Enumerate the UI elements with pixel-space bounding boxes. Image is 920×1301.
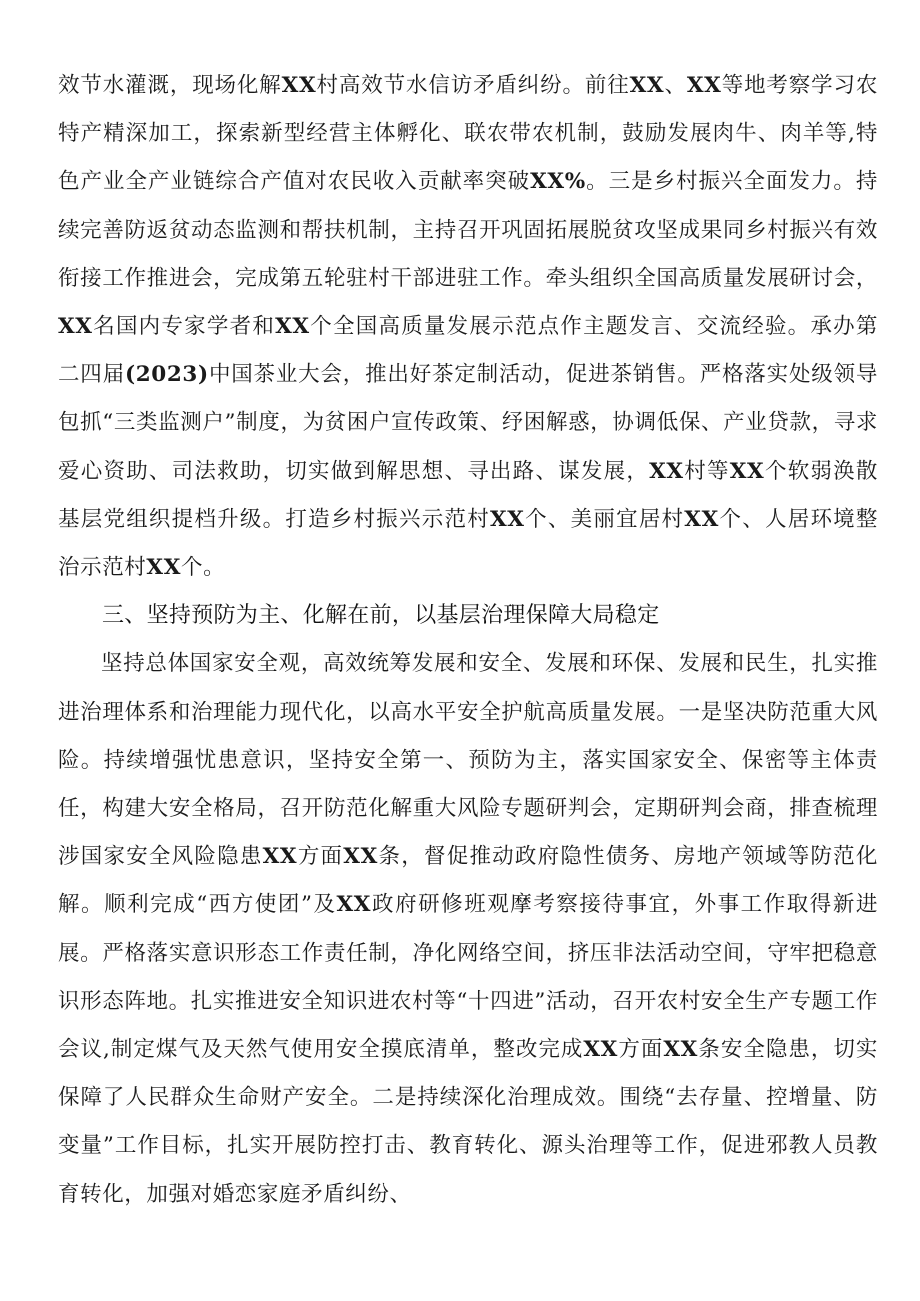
body-paragraph-2: 坚持总体国家安全观，高效统筹发展和安全、发展和环保、发展和民生，扎实推进治理体系和治理能力现代化，以高水平安全护航高质量发展。一是坚决防范重大风险。持续增强忧患意识，坚持安全第一、预防为主，落实国家安全、保密等主体责任，构建大安全格局，召开防范化解重大风险专题研判会，定期研判会商，排查梳理涉国家安全风险隐患XX方面XX条，督促推动政府隐性债务、房地产领域等防范化解。顺利完成“西方使团”及XX政府研修班观摩考察接待事宜，外事工作取得新进展。严格落实意识形态工作责任制，净化网络空间，挤压非法活动空间，守牢把稳意识形态阵地。扎实推进安全知识进农村等“十四进”活动，召开农村安全生产专题工作会议,制定煤气及天然气使用安全摸底清单，整改完成XX方面XX条安全隐患，切实保障了人民群众生命财产安全。二是持续深化治理成效。围绕“去存量、控增量、防变量”工作目标，扎实开展防控打击、教育转化、源头治理等工作，促进邪教人员教育转化，加强对婚恋家庭矛盾纠纷、 (58, 651, 879, 1207)
section-heading-3: 三、坚持预防为主、化解在前，以基层治理保障大局稳定 (102, 603, 660, 629)
document-page (58, 62, 878, 1219)
body-paragraph-1: 效节水灌溉，现场化解XX村高效节水信访矛盾纠纷。前往XX、XX等地考察学习农特产精深加工，探索新型经营主体孵化、联农带农机制，鼓励发展肉牛、肉羊等,特色产业全产业链综合产值对农民收入贡献率突破XX%。三是乡村振兴全面发力。持续完善防返贫动态监测和帮扶机制，主持召开巩固拓展脱贫攻坚成果同乡村振兴有效衔接工作推进会，完成第五轮驻村干部进驻工作。牵头组织全国高质量发展研讨会，XX名国内专家学者和XX个全国高质量发展示范点作主题发言、交流经验。承办第二四届(2023)中国茶业大会，推出好茶定制活动，促进茶销售。严格落实处级领导包抓“三类监测户”制度，为贫困户宣传政策、纾困解惑，协调低保、产业贷款，寻求爱心资助、司法救助，切实做到解思想、寻出路、谋发展，XX村等XX个软弱涣散基层党组织提档升级。打造乡村振兴示范村XX个、美丽宜居村XX个、人居环境整治示范村XX个。 (58, 73, 879, 581)
